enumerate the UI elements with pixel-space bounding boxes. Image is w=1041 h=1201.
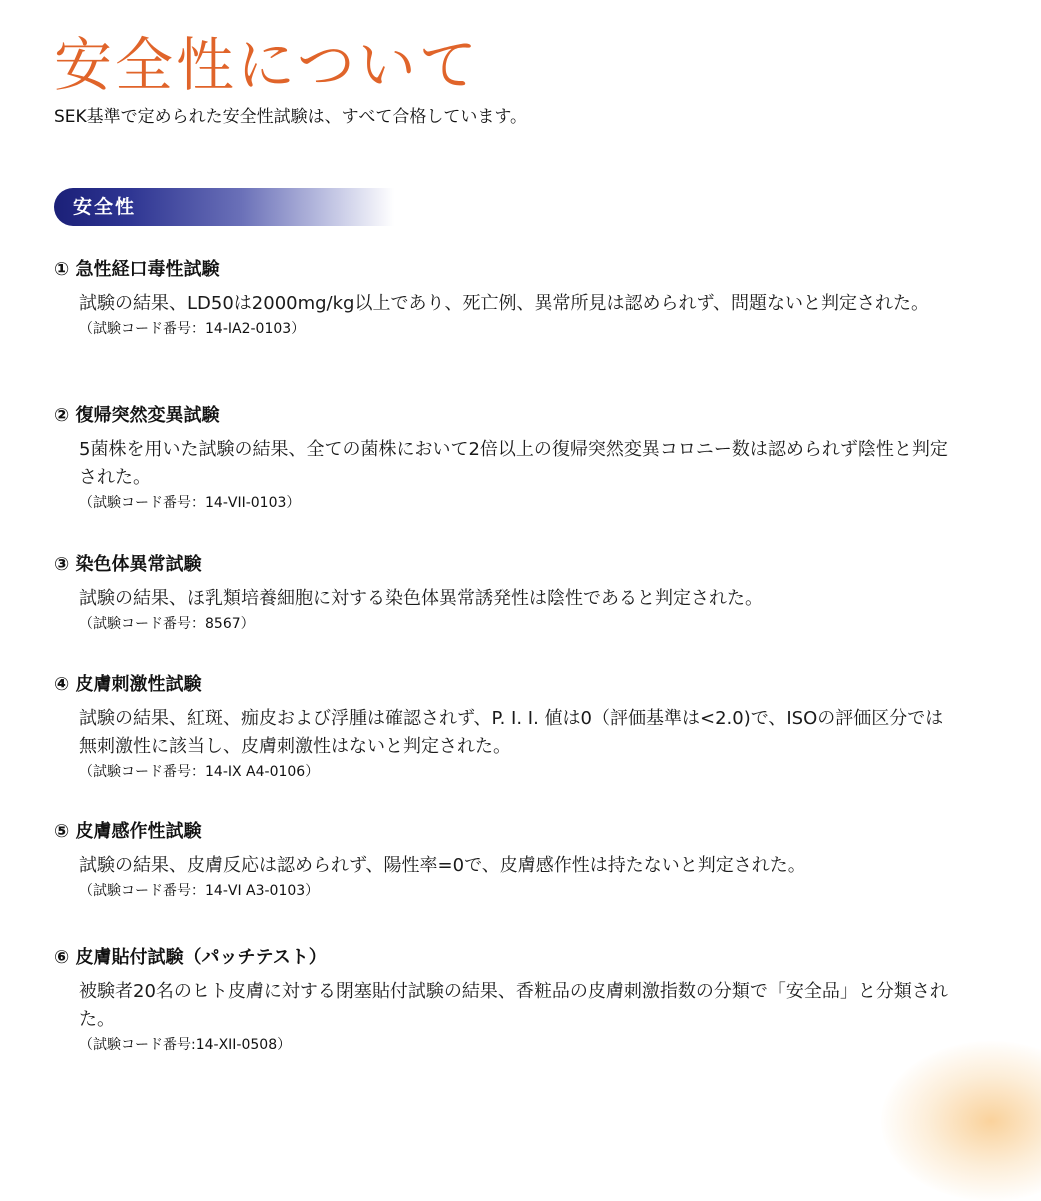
- test-code: （試験コード番号：8567）: [79, 616, 255, 632]
- section-banner-label: 安全性: [73, 196, 137, 218]
- test-heading: ④ 皮膚刺激性試験: [54, 674, 202, 695]
- test-code: （試験コード番号：14-VII-0103）: [79, 495, 301, 511]
- page-title: 安全性について: [54, 31, 480, 99]
- test-item-patch-test: [54, 946, 984, 1056]
- page-subtitle: SEK基準で定められた安全性試験は、すべて合格しています。: [54, 107, 527, 127]
- test-code: （試験コード番号：14-VI A3-0103）: [79, 883, 320, 899]
- test-item-acute-oral-toxicity: [54, 258, 984, 340]
- test-description: 試験の結果、LD50は2000mg/kg以上であり、死亡例、異常所見は認められず、問題ないと判定された。: [79, 293, 930, 314]
- corner-glow-decoration: [881, 1041, 1041, 1201]
- test-item-reverse-mutation: [54, 404, 984, 514]
- test-item-skin-sensitization: [54, 820, 984, 902]
- test-description: 試験の結果、皮膚反応は認められず、陽性率=0で、皮膚感作性は持たないと判定された。: [79, 855, 806, 876]
- test-description: 試験の結果、ほ乳類培養細胞に対する染色体異常誘発性は陰性であると判定された。: [79, 588, 763, 609]
- test-heading: ① 急性経口毒性試験: [54, 259, 220, 280]
- test-code: （試験コード番号：14-IX A4-0106）: [79, 764, 320, 780]
- test-heading: ⑥ 皮膚貼付試験（パッチテスト）: [54, 947, 327, 968]
- test-item-chromosome-aberration: [54, 553, 984, 635]
- test-description: 被験者20名のヒト皮膚に対する閉塞貼付試験の結果、香粧品の皮膚刺激指数の分類で「安全品」と分類された。: [79, 981, 948, 1030]
- test-description: 試験の結果、紅斑、痂皮および浮腫は確認されず、P. I. I. 値は0（評価基準は<2.0)で、ISOの評価区分では無刺激性に該当し、皮膚刺激性はないと判定された。: [79, 708, 944, 757]
- test-heading: ② 復帰突然変異試験: [54, 405, 220, 426]
- test-heading: ③ 染色体異常試験: [54, 554, 202, 575]
- test-item-skin-irritation: [54, 673, 984, 783]
- test-heading: ⑤ 皮膚感作性試験: [54, 821, 202, 842]
- test-description: 5菌株を用いた試験の結果、全ての菌株において2倍以上の復帰突然変異コロニー数は認められず陰性と判定された。: [79, 439, 948, 488]
- test-code: （試験コード番号：14-IA2-0103）: [79, 321, 306, 337]
- test-code: （試験コード番号:14-XII-0508）: [79, 1037, 292, 1053]
- section-banner: [54, 188, 394, 226]
